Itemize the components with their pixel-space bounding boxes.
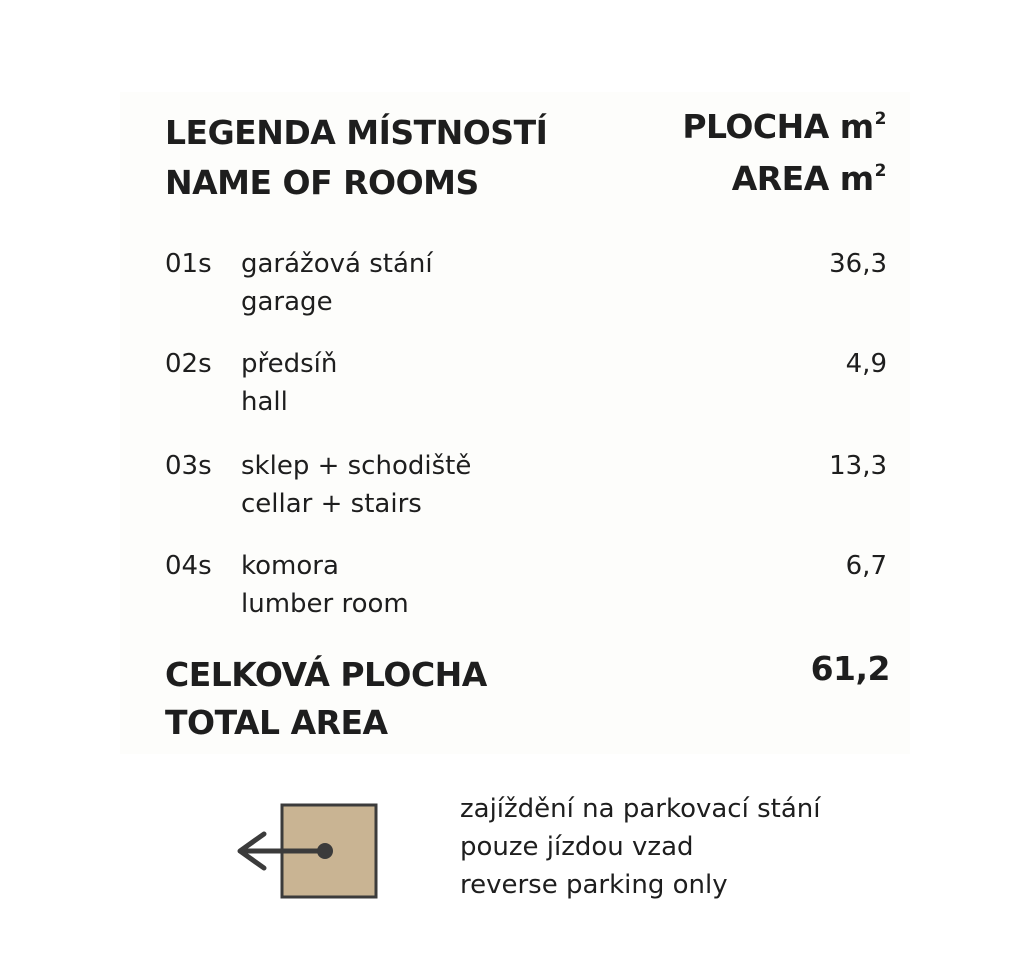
room-code: 03s xyxy=(165,451,212,481)
room-name-en: cellar + stairs xyxy=(241,489,422,519)
total-area-label xyxy=(165,651,487,747)
reverse-parking-arrow-icon xyxy=(230,800,385,902)
parking-note-line-1: zajíždění na parkovací stání xyxy=(460,794,821,824)
room-name-cz: předsíň xyxy=(241,349,338,379)
room-names xyxy=(241,447,471,523)
rooms-legend-heading xyxy=(165,108,547,208)
total-area-label-en: TOTAL AREA xyxy=(165,703,388,742)
room-area: 13,3 xyxy=(829,451,887,481)
room-name-en: garage xyxy=(241,287,333,317)
room-row xyxy=(165,547,887,627)
room-row xyxy=(165,447,887,527)
room-name-cz: komora xyxy=(241,551,339,581)
room-code: 02s xyxy=(165,349,212,379)
room-row xyxy=(165,245,887,325)
legend-heading-cz: LEGENDA MÍSTNOSTÍ xyxy=(165,113,548,152)
room-name-en: hall xyxy=(241,387,288,417)
area-heading-cz xyxy=(682,104,886,156)
room-code: 01s xyxy=(165,249,212,279)
area-heading-en-text: AREA m xyxy=(731,159,874,198)
room-name-cz: garážová stání xyxy=(241,249,433,279)
room-name-cz: sklep + schodiště xyxy=(241,451,472,481)
room-area: 36,3 xyxy=(829,249,887,279)
room-row xyxy=(165,345,887,425)
room-name-en: lumber room xyxy=(241,589,409,619)
total-area-label-cz: CELKOVÁ PLOCHA xyxy=(165,655,487,694)
room-area: 6,7 xyxy=(845,551,887,581)
parking-note xyxy=(460,790,820,904)
room-names xyxy=(241,547,409,623)
parking-note-line-3: reverse parking only xyxy=(460,870,728,900)
area-heading-en-superscript: 2 xyxy=(874,161,886,181)
area-heading xyxy=(682,104,886,208)
reverse-arrow-dot xyxy=(317,843,333,859)
room-names xyxy=(241,245,433,321)
room-area: 4,9 xyxy=(845,349,887,379)
area-heading-cz-superscript: 2 xyxy=(874,109,886,129)
legend-heading-en: NAME OF ROOMS xyxy=(165,163,479,202)
total-area-value: 61,2 xyxy=(810,649,890,688)
area-heading-cz-text: PLOCHA m xyxy=(682,107,874,146)
parking-note-line-2: pouze jízdou vzad xyxy=(460,832,694,862)
room-names xyxy=(241,345,337,421)
area-heading-en xyxy=(682,156,886,208)
room-code: 04s xyxy=(165,551,212,581)
